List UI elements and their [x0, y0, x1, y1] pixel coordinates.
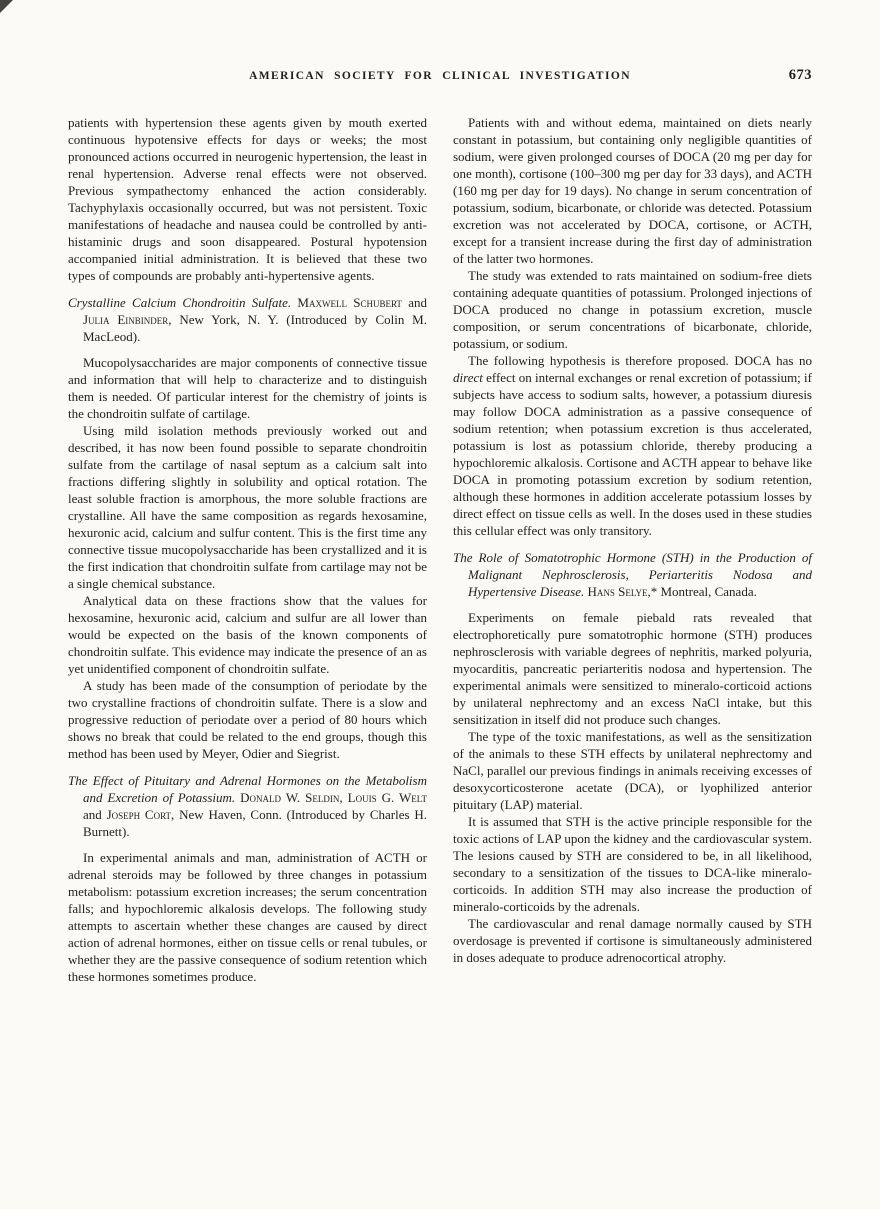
- author-affiliation: New York, N. Y. (Introduced by Colin M. MacLeod).: [83, 312, 427, 344]
- paragraph-text: effect on internal exchanges or renal excretion of potassium; if subjects have access to sodium salts, however, a potassium diuresis may follow DOCA administration as a passive consequence of sodium retention; when potassium excretion is thus accelerated, potassium is lost as potassium chloride, thereby producing a hypochloremic alkalosis. Cortisone and ACTH appear to behave like DOCA in promoting potassium excretion by sodium retention, although these hormones in addition accelerate potassium losses by direct effect on tissue cells as well. In the doses used in these studies this cellular effect was only transitory.: [453, 370, 812, 538]
- abstract-paragraph-continuation: patients with hypertension these agents given by mouth exerted continuous hypotensive effects for days or weeks; the most pronounced actions occurred in neurogenic hypertension, the least in renal hypertension. Adverse renal effects were not observed. Previous sympathectomy enhanced the action considerably. Tachyphylaxis occasionally occurred, but was not persistent. Toxic manifestations of headache and nausea could be controlled by anti-histaminic drugs and soon disappeared. Postural hypotension accompanied initial administration. It is believed that these two types of compounds are probably anti-hypertensive agents.: [68, 115, 427, 283]
- abstract-paragraph: Analytical data on these fractions show that the values for hexosamine, hexuronic acid, calcium and sulfur are all lower than would be expected on the basis of the known components of chondroitin sulfate. This evidence may indicate the presence of an as yet unidentified component of chondroitin sulfate.: [68, 593, 427, 676]
- page-header: [68, 67, 812, 88]
- emphasized-word: direct: [453, 370, 483, 385]
- heading-connector: and: [401, 295, 427, 310]
- journal-page: [68, 0, 812, 985]
- right-column: [453, 114, 812, 966]
- author-name: Hans Selye,*: [587, 584, 658, 599]
- scan-artifact-corner: [0, 0, 13, 13]
- author-name: Julia Einbinder,: [83, 312, 172, 327]
- page-number: 673: [788, 67, 812, 83]
- abstract-heading-somatotrophic-hormone: [453, 549, 812, 600]
- abstract-paragraph: The cardiovascular and renal damage normally caused by STH overdosage is prevented if cortisone is simultaneously administered in doses adequate to produce adrenocortical atrophy.: [453, 916, 812, 965]
- abstract-paragraph: The study was extended to rats maintained on sodium-free diets containing adequate quantities of potassium. Prolonged injections of DOCA produced no change in potassium excretion, muscle composition, or serum concentrations of bicarbonate, chloride, potassium, or sodium.: [453, 268, 812, 351]
- paragraph-text: The following hypothesis is therefore proposed. DOCA has no: [468, 353, 812, 368]
- abstract-paragraph: Using mild isolation methods previously worked out and described, it has now been found possible to separate chondroitin sulfate from the cartilage of nasal septum as a calcium salt into fractions differing slightly in solubility and optical rotation. The least soluble fraction is amorphous, the more soluble fractions are crystalline. All have the same composition as regards hexosamine, hexuronic acid, calcium and sulfur content. This is the first time any connective tissue mucopolysaccharide has been crystallized and it is the first indication that chondroitin sulfate from cartilage may not be a single chemical substance.: [68, 423, 427, 591]
- left-column: [68, 114, 427, 985]
- abstract-paragraph: In experimental animals and man, administration of ACTH or adrenal steroids may be followed by three changes in potassium metabolism: potassium excretion increases; the serum concentration falls; and hypochloremic alkalosis develops. The following study attempts to ascertain whether these changes are caused by direct action of adrenal hormones, either on tissue cells or renal tubules, or whether they are the passive consequence of sodium retention which these hormones sometimes produce.: [68, 850, 427, 984]
- abstract-paragraph: [453, 352, 812, 539]
- abstract-paragraph: Patients with and without edema, maintained on diets nearly constant in potassium, but containing only negligible quantities of sodium, were given prolonged courses of DOCA (20 mg per day for one month), cortisone (100–300 mg per day for 33 days), and ACTH (160 mg per day for 19 days). No change in serum concentration of potassium, sodium, bicarbonate, or chloride was detected. Potassium excretion was not accelerated by DOCA, cortisone, or ACTH, except for a transient increase during the first day of administration of the latter two hormones.: [453, 115, 812, 266]
- abstract-heading-pituitary-adrenal-hormones: [68, 772, 427, 840]
- abstract-heading-chondroitin-sulfate: [68, 294, 427, 345]
- abstract-paragraph: It is assumed that STH is the active principle responsible for the toxic actions of LAP upon the kidney and the cardiovascular system. The lesions caused by STH are considered to be, in all likelihood, secondary to a sensitization of the tissues to DCA-like mineralo-corticoids. In addition STH may also increase the production of mineralo-corticoids by the adrenals.: [453, 814, 812, 914]
- two-column-text-block: [68, 114, 812, 985]
- abstract-title: Crystalline Calcium Chondroitin Sulfate.: [68, 295, 298, 310]
- author-name: Louis G. Welt: [347, 790, 427, 805]
- author-affiliation: New Haven, Conn. (Introduced by Charles H. Burnett).: [83, 807, 427, 839]
- author-name: Donald W. Seldin,: [240, 790, 348, 805]
- author-name: Maxwell Schubert: [297, 295, 402, 310]
- abstract-paragraph: Mucopolysaccharides are major components of connective tissue and information that will help to characterize and to distinguish them is needed. Of particular interest for the chemistry of joints is the chondroitin sulfate of cartilage.: [68, 355, 427, 421]
- running-head-title: AMERICAN SOCIETY FOR CLINICAL INVESTIGATION: [249, 70, 631, 82]
- abstract-title: The Effect of Pituitary and Adrenal Hormones on the Metabolism and Excretion of Potassium.: [68, 773, 427, 805]
- heading-connector: and: [83, 807, 107, 822]
- abstract-paragraph: The type of the toxic manifestations, as well as the sensitization of the animals to these STH effects by unilateral nephrectomy and NaCl, parallel our previous findings in animals receiving excesses of desoxycorticosterone acetate (DCA), or lyophilized anterior pituitary (LAP) material.: [453, 729, 812, 812]
- abstract-paragraph: A study has been made of the consumption of periodate by the two crystalline fractions of chondroitin sulfate. There is a slow and progressive reduction of periodate over a period of 80 hours which shows no break that could be related to the end groups, though this method has been used by Meyer, Odier and Siegrist.: [68, 678, 427, 761]
- author-affiliation: Montreal, Canada.: [657, 584, 757, 599]
- abstract-title: The Role of Somatotrophic Hormone (STH) in the Production of Malignant Nephrosclerosis, Periarteritis Nodosa and Hypertensive Disease.: [453, 550, 812, 599]
- abstract-paragraph: Experiments on female piebald rats revealed that electrophoretically pure somatotrophic hormone (STH) produces nephrosclerosis with variable degrees of nephritis, marked polyuria, myocarditis, pancreatic periarteritis nodosa and hypertension. The experimental animals were sensitized to mineralo-corticoid actions by unilateral nephrectomy and an excess NaCl intake, but this sensitization in itself did not produce such changes.: [453, 610, 812, 727]
- author-name: Joseph Cort,: [106, 807, 175, 822]
